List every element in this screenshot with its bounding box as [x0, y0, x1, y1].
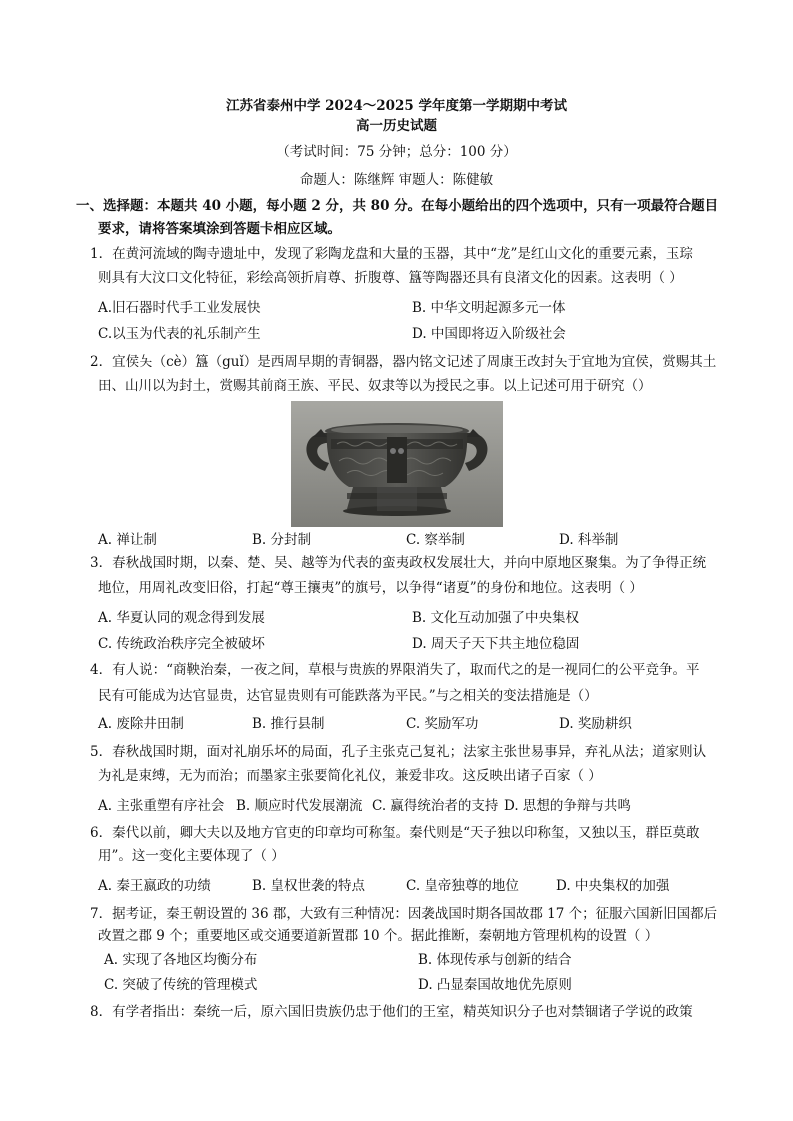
option-b: B. 中华文明起源多元一体 — [412, 300, 566, 316]
question-text-line: 6．秦代以前，卿大夫以及地方官吏的印章均可称玺。秦代则是“天子独以印称玺，又独以玉，群臣莫敢 — [90, 825, 700, 841]
option-a: A. 秦王嬴政的功绩 — [98, 878, 211, 894]
option-a: A. 废除井田制 — [98, 716, 184, 732]
authors-line: 命题人：陈继辉 审题人：陈健敏 — [299, 172, 494, 188]
question-text-line: 则具有大汶口文化特征，彩绘高领折肩尊、折腹尊、簋等陶器还具有良渚文化的因素。这表明（ ） — [98, 270, 683, 286]
bronze-vessel-image — [291, 401, 503, 527]
question-text-line: 为礼是束缚，无为而治；而墨家主张要简化礼仪，兼爱非攻。这反映出诸子百家（ ） — [98, 768, 602, 784]
option-c: C. 奖励军功 — [406, 716, 479, 732]
exam-title: 江苏省泰州中学 2024～2025 学年度第一学期期中考试 — [225, 98, 568, 114]
section-instruction-line2: 要求，请将答案填涂到答题卡相应区域。 — [98, 221, 341, 237]
option-b: B. 推行县制 — [252, 716, 325, 732]
question-text-line: 改置之郡 9 个；重要地区或交通要道新置郡 10 个。据此推断，秦朝地方管理机构的设置（ ） — [98, 928, 659, 944]
question-text-line: 田、山川以为封土，赏赐其前商王族、平民、奴隶等以为授民之事。以上记述可用于研究（） — [98, 378, 652, 394]
exam-info: （考试时间：75 分钟；总分：100 分） — [276, 144, 517, 160]
option-d: D. 中央集权的加强 — [556, 878, 670, 894]
question-text-line: 3．春秋战国时期，以秦、楚、吴、越等为代表的蛮夷政权发展壮大，并向中原地区聚集。为了争得正统 — [90, 555, 707, 571]
option-a: A.旧石器时代手工业发展快 — [98, 300, 261, 316]
question-text-line: 民有可能成为达官显贵，达官显贵则有可能跌落为平民。”与之相关的变法措施是（） — [98, 688, 598, 704]
option-d: D. 思想的争辩与共鸣 — [504, 798, 631, 814]
question-text-line: 2．宜侯夨（cè）簋（guǐ）是西周早期的青铜器，器内铭文记述了周康王改封夨于宜地为宜侯，赏赐其土 — [90, 354, 717, 370]
option-d: D. 中国即将迈入阶级社会 — [412, 326, 566, 342]
option-c: C. 察举制 — [406, 532, 465, 548]
option-a: A. 华夏认同的观念得到发展 — [98, 610, 265, 626]
option-c: C. 突破了传统的管理模式 — [104, 977, 258, 993]
option-d: D. 周天子天下共主地位稳固 — [412, 636, 580, 652]
option-a: A. 实现了各地区均衡分布 — [104, 952, 258, 968]
question-text-line: 1．在黄河流域的陶寺遗址中，发现了彩陶龙盘和大量的玉器，其中“龙”是红山文化的重要元素，玉琮 — [90, 246, 693, 262]
option-a: A. 禅让制 — [98, 532, 157, 548]
section-instruction-line1: 一、选择题：本题共 40 小题，每小题 2 分，共 80 分。在每小题给出的四个选项中，只有一项最符合题目 — [76, 198, 719, 214]
option-d: D. 科举制 — [559, 532, 619, 548]
option-a: A. 主张重塑有序社会 — [98, 798, 225, 814]
option-c: C. 传统政治秩序完全被破坏 — [98, 636, 265, 652]
option-d: D. 凸显秦国故地优先原则 — [418, 977, 572, 993]
option-b: B. 顺应时代发展潮流 — [236, 798, 363, 814]
question-text-line: 7．据考证，秦王朝设置的 36 郡，大致有三种情况：因袭战国时期各国故郡 17 个；征服六国新旧国都后 — [90, 906, 718, 922]
question-text-line: 5．春秋战国时期，面对礼崩乐坏的局面，孔子主张克己复礼；法家主张世易事异，弃礼从法；道家则认 — [90, 744, 707, 760]
question-text-line: 用”。这一变化主要体现了（ ） — [98, 848, 285, 864]
option-c: C. 赢得统治者的支持 — [372, 798, 499, 814]
question-text-line: 4．有人说：“商鞅治秦，一夜之间，草根与贵族的界限消失了，取而代之的是一视同仁的公平竞争。平 — [90, 662, 700, 678]
option-c: C. 皇帝独尊的地位 — [406, 878, 519, 894]
option-c: C.以玉为代表的礼乐制产生 — [98, 326, 261, 342]
option-d: D. 奖励耕织 — [559, 716, 632, 732]
option-b: B. 分封制 — [252, 532, 312, 548]
question-text-line: 8．有学者指出：秦统一后，原六国旧贵族仍忠于他们的王室，精英知识分子也对禁锢诸子学说的政策 — [90, 1004, 693, 1020]
option-b: B. 体现传承与创新的结合 — [418, 952, 572, 968]
exam-subtitle: 高一历史试题 — [356, 118, 437, 134]
question-text-line: 地位，用周礼改变旧俗，打起“尊王攘夷”的旗号，以争得“诸夏”的身份和地位。这表明（ ） — [98, 580, 643, 596]
option-b: B. 文化互动加强了中央集权 — [412, 610, 580, 626]
option-b: B. 皇权世袭的特点 — [252, 878, 366, 894]
